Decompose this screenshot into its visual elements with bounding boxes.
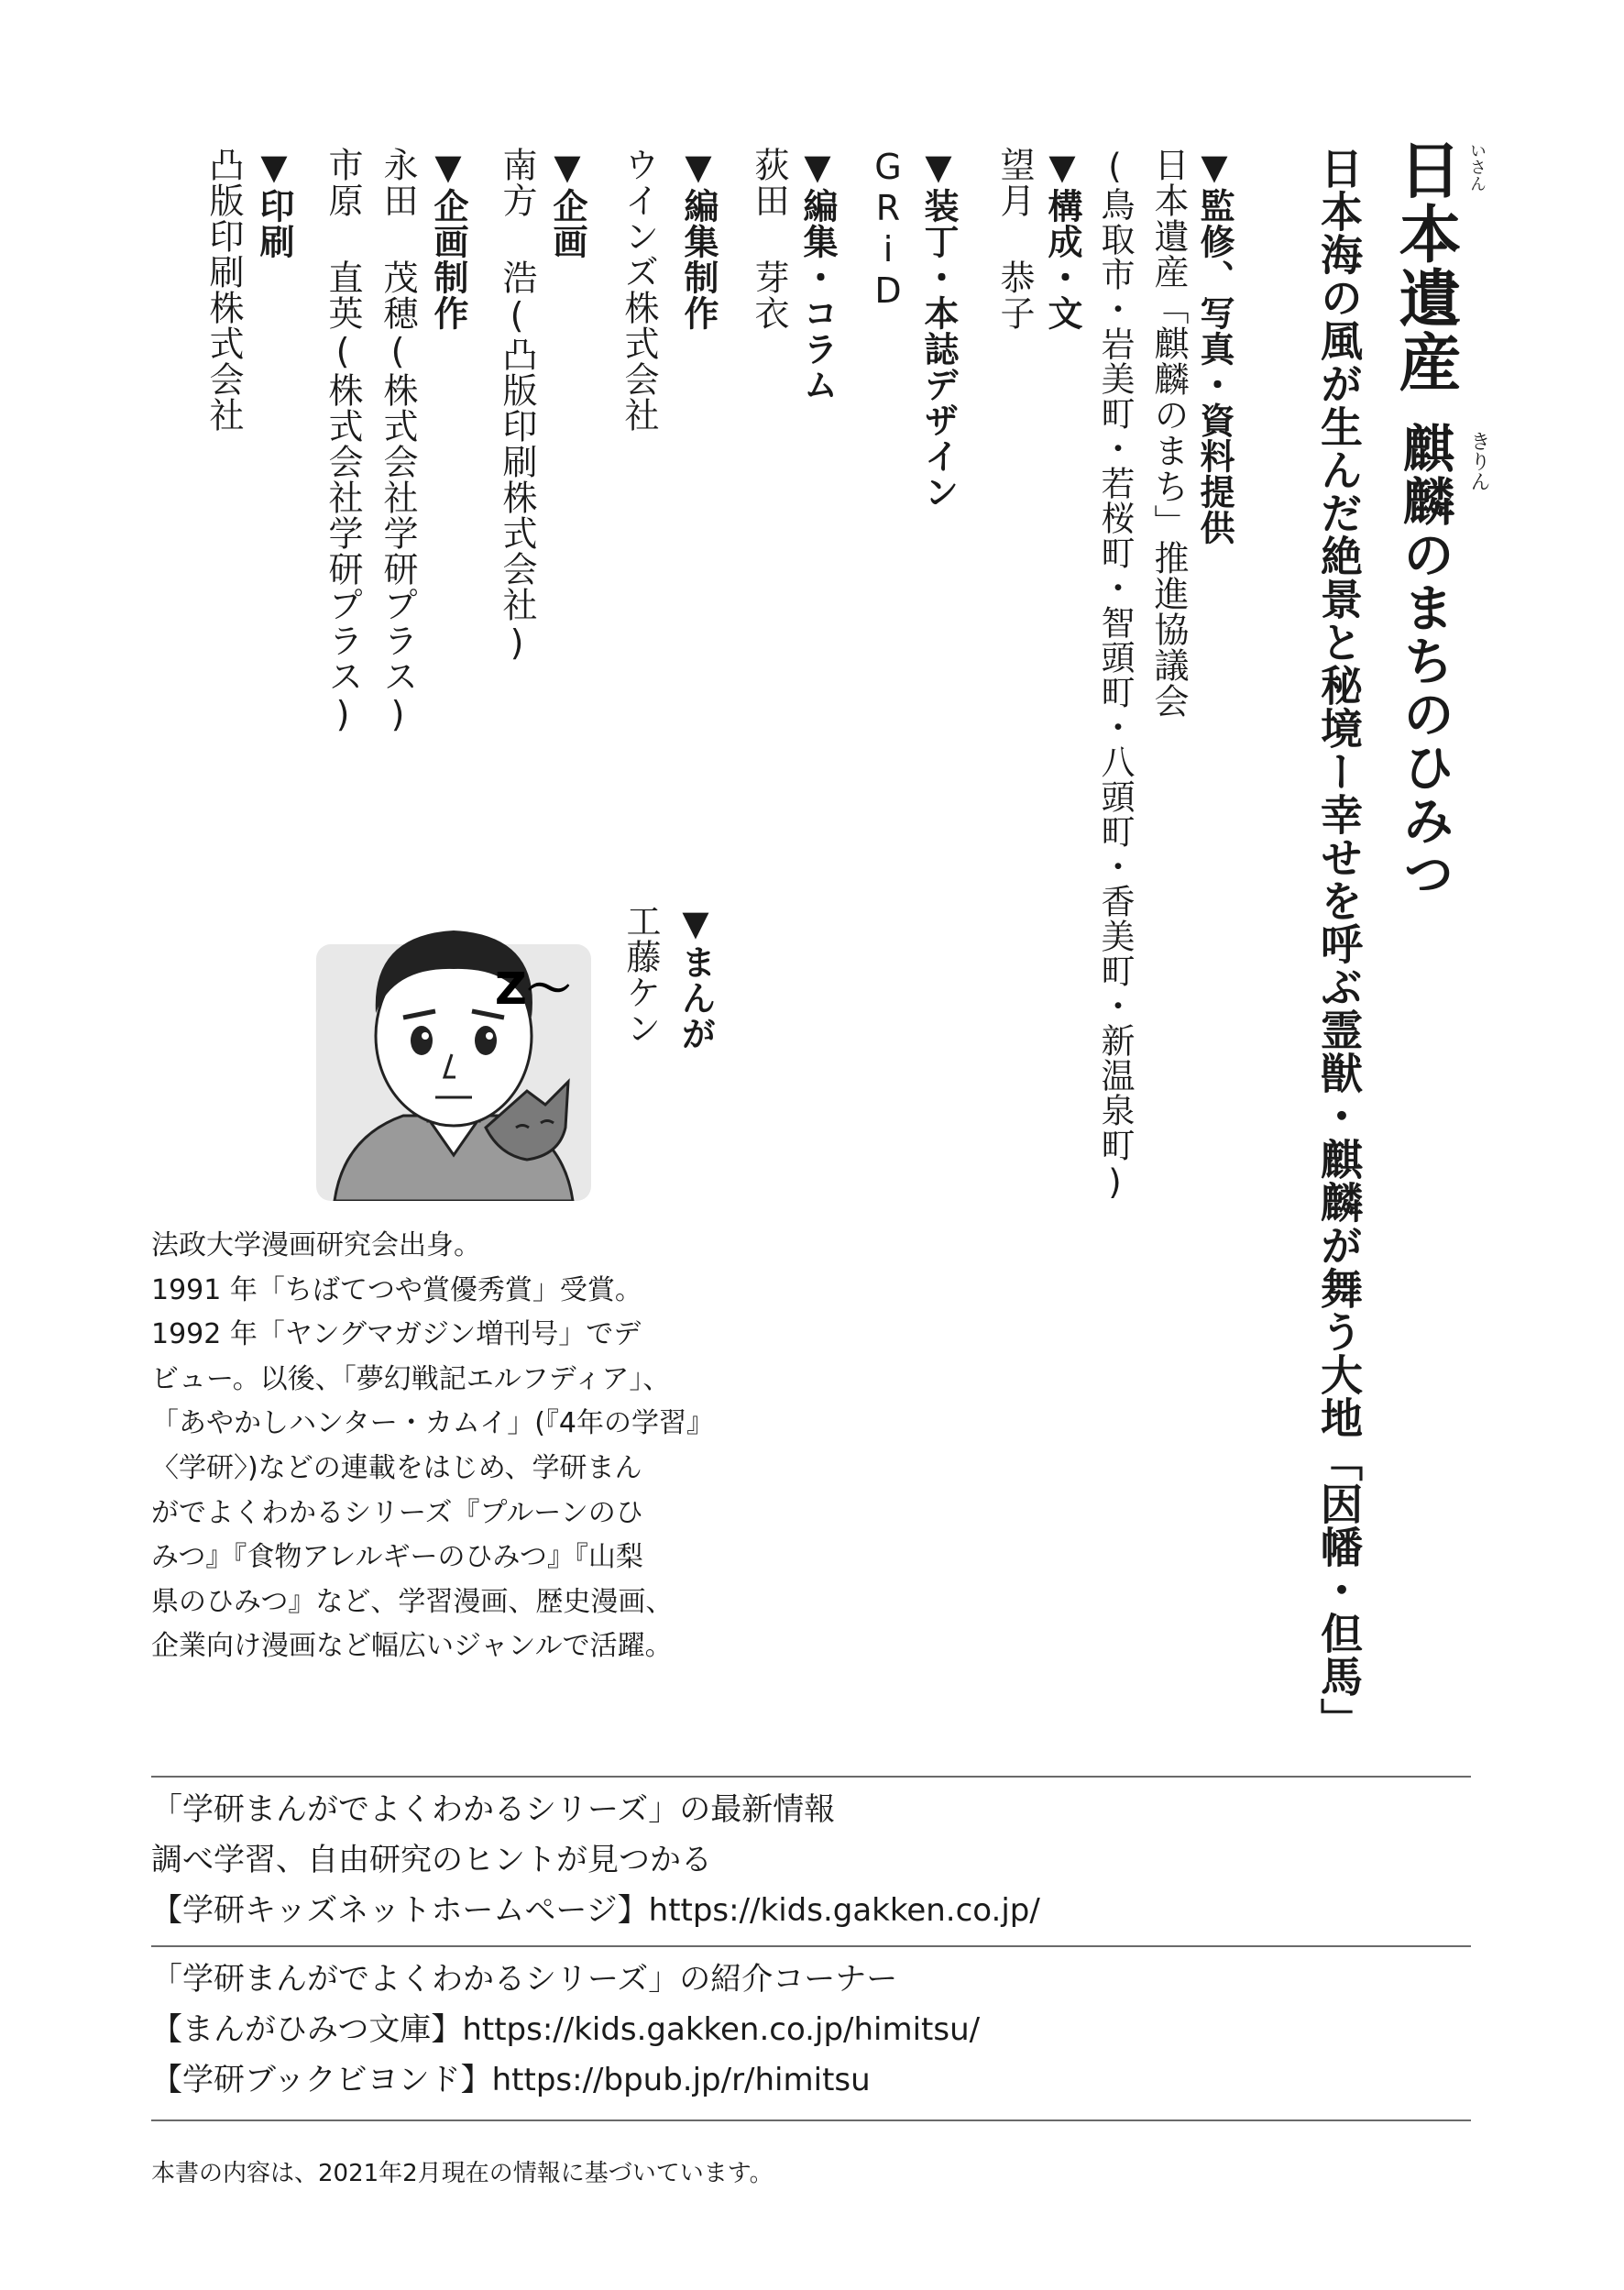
info-himitsu-link[interactable]: 【まんがひみつ文庫】https://kids.gakken.co.jp/himitsu/ — [151, 2011, 981, 2048]
credit-supervision-towns: (鳥取市・岩美町・若桜町・智頭町・八頭町・香美町・新温泉町) — [1095, 147, 1135, 1203]
bio-line: ビュー。以後、「夢幻戦記エルフディア」、 — [151, 1362, 671, 1395]
bio-line: 1992 年「ヤングマガジン増刊号」でデ — [151, 1318, 642, 1351]
credit-planning-production-name-1: 永田 茂穂(株式会社学研プラス) — [378, 147, 418, 735]
credit-planning-name: 南方 浩(凸版印刷株式会社) — [497, 147, 537, 664]
credit-supervision-org: 日本遺産「麒麟のまち」推進協議会 — [1148, 147, 1189, 719]
credit-printing-name: 凸版印刷株式会社 — [203, 147, 244, 433]
credit-production-name: ウインズ株式会社 — [619, 147, 659, 433]
divider-top — [151, 1776, 1471, 1778]
credit-heading-planning: ▼企画 — [547, 147, 587, 259]
credit-heading-editing: ▼編集・コラム — [797, 147, 838, 402]
title-ruby-a: いさん — [1467, 142, 1487, 192]
credit-planning-production-name-2: 市原 直英(株式会社学研プラス) — [323, 147, 363, 735]
credit-editing-name: 荻田 芽衣 — [749, 147, 789, 331]
title-part-a: 日本遺産 — [1388, 138, 1461, 394]
info-kidsnet-link[interactable]: 【学研キッズネットホームページ】https://kids.gakken.co.jp/ — [151, 1892, 1040, 1929]
credit-heading-planning-production: ▼企画制作 — [428, 147, 468, 331]
info-intro-heading: 「学研まんがでよくわかるシリーズ」の紹介コーナー — [151, 1961, 898, 1998]
bio-line: 県のひみつ』など、学習漫画、歴史漫画、 — [151, 1585, 674, 1618]
bio-line: 1991 年「ちばてつや賞優秀賞」受賞。 — [151, 1273, 642, 1306]
divider-bottom — [151, 2119, 1471, 2121]
title-part-b: 麒麟のまちのひみつ — [1395, 422, 1454, 900]
bio-line: みつ』『食物アレルギーのひみつ』『山梨 — [151, 1541, 643, 1574]
sleep-sfx: Z〜 — [495, 963, 571, 1015]
bio-line: がでよくわかるシリーズ『プルーンのひ — [151, 1496, 643, 1529]
credit-design-name: GRiD — [868, 147, 908, 312]
bio-line: 「あやかしハンター・カムイ」(『4年の学習』 — [151, 1407, 714, 1440]
book-subtitle: 日本海の風が生んだ絶景と秘境ー幸せを呼ぶ霊獣・麒麟が舞う大地「因幡・但馬」 — [1314, 147, 1364, 1741]
credit-composition-name: 望月 恭子 — [994, 147, 1035, 331]
credit-heading-printing: ▼印刷 — [254, 147, 294, 259]
credit-heading-production: ▼編集制作 — [678, 147, 719, 331]
manga-heading: ▼まんが — [675, 903, 716, 1051]
manga-artist-portrait — [316, 903, 591, 1201]
bio-line: 企業向け漫画など幅広いジャンルで活躍。 — [151, 1630, 673, 1663]
manga-artist-bio — [151, 1224, 738, 1669]
credit-heading-composition: ▼構成・文 — [1042, 147, 1082, 331]
book-title — [1388, 138, 1461, 900]
manga-artist: 工藤ケン — [620, 903, 661, 1046]
divider-middle — [151, 1945, 1471, 1947]
info-latest-desc: 調べ学習、自由研究のヒントが見つかる — [151, 1842, 712, 1878]
credit-heading-design: ▼装丁・本誌デザイン — [918, 147, 959, 510]
bio-line: 法政大学漫画研究会出身。 — [151, 1229, 481, 1261]
title-ruby-b: きりん — [1467, 431, 1490, 491]
info-latest-heading: 「学研まんがでよくわかるシリーズ」の最新情報 — [151, 1791, 836, 1828]
bio-line: 〈学研〉)などの連載をはじめ、学研まん — [151, 1451, 642, 1484]
info-bookbeyond-link[interactable]: 【学研ブックビヨンド】https://bpub.jp/r/himitsu — [151, 2062, 871, 2098]
footnote: 本書の内容は、2021年2月現在の情報に基づいています。 — [151, 2160, 774, 2187]
credit-heading-supervision: ▼監修、写真・資料提供 — [1194, 147, 1234, 545]
